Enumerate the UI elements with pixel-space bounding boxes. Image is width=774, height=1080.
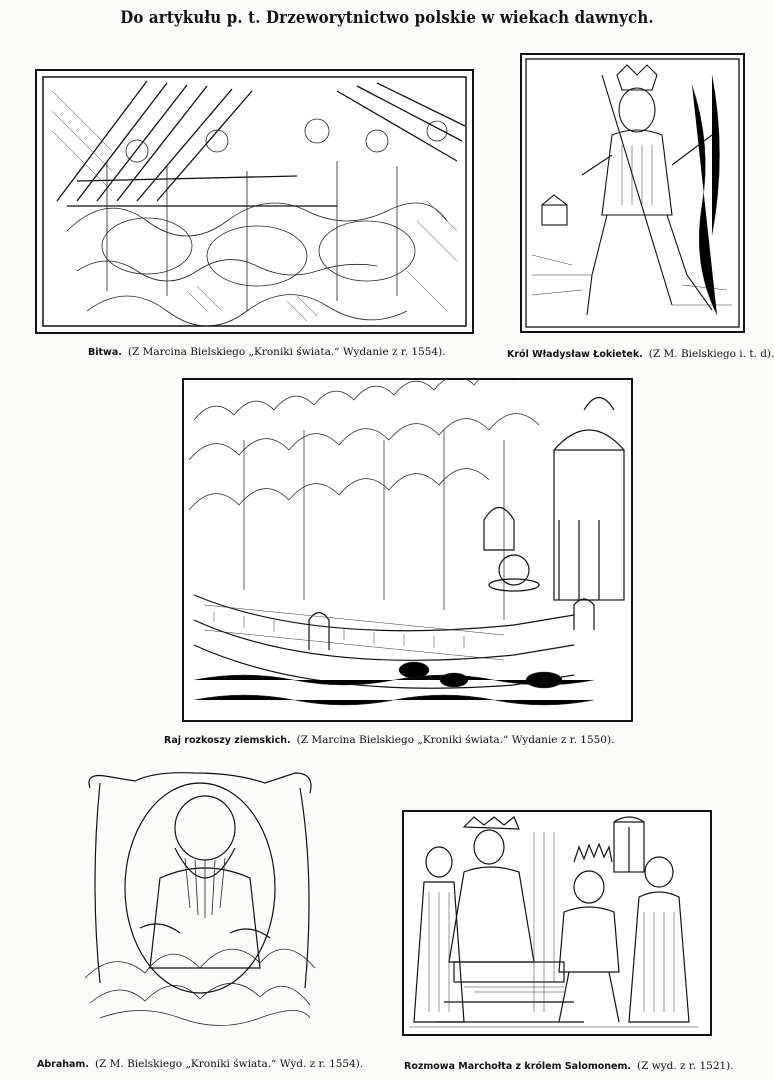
caption-label: Bitwa. bbox=[88, 347, 122, 358]
woodcut-battle bbox=[35, 69, 474, 334]
caption-bitwa bbox=[88, 346, 446, 358]
caption-source: (Z M. Bielskiego i. t. d). bbox=[648, 348, 774, 360]
caption-marcholt bbox=[404, 1060, 734, 1072]
caption-label: Król Władysław Łokietek. bbox=[507, 349, 643, 360]
woodcut-marcholt bbox=[402, 810, 712, 1036]
woodcut-abraham bbox=[80, 768, 320, 1030]
caption-source: (Z wyd. z r. 1521). bbox=[637, 1060, 734, 1072]
abraham-engraving bbox=[80, 768, 320, 1030]
marcholt-engraving bbox=[404, 812, 710, 1034]
page-title: Do artykułu p. t. Drzeworytnictwo polskie w wiekach dawnych. bbox=[120, 8, 654, 28]
woodcut-lokietek bbox=[520, 53, 745, 333]
battle-engraving bbox=[37, 71, 472, 332]
caption-raj bbox=[164, 734, 614, 746]
woodcut-raj bbox=[182, 378, 633, 722]
caption-label: Abraham. bbox=[37, 1059, 89, 1070]
caption-label: Raj rozkoszy ziemskich. bbox=[164, 735, 291, 746]
caption-source: (Z Marcina Bielskiego „Kroniki świata.“ Wydanie z r. 1554). bbox=[127, 346, 446, 358]
caption-lokietek bbox=[507, 348, 774, 360]
caption-source: (Z Marcina Bielskiego „Kroniki świata.“ Wydanie z r. 1550). bbox=[296, 734, 615, 746]
raj-engraving bbox=[184, 380, 631, 720]
caption-label: Rozmowa Marchołta z królem Salomonem. bbox=[404, 1061, 631, 1072]
caption-source: (Z M. Bielskiego „Kroniki świata.“ Wyd. z r. 1554). bbox=[94, 1058, 364, 1070]
caption-abraham bbox=[37, 1058, 363, 1070]
lokietek-engraving bbox=[522, 55, 743, 331]
